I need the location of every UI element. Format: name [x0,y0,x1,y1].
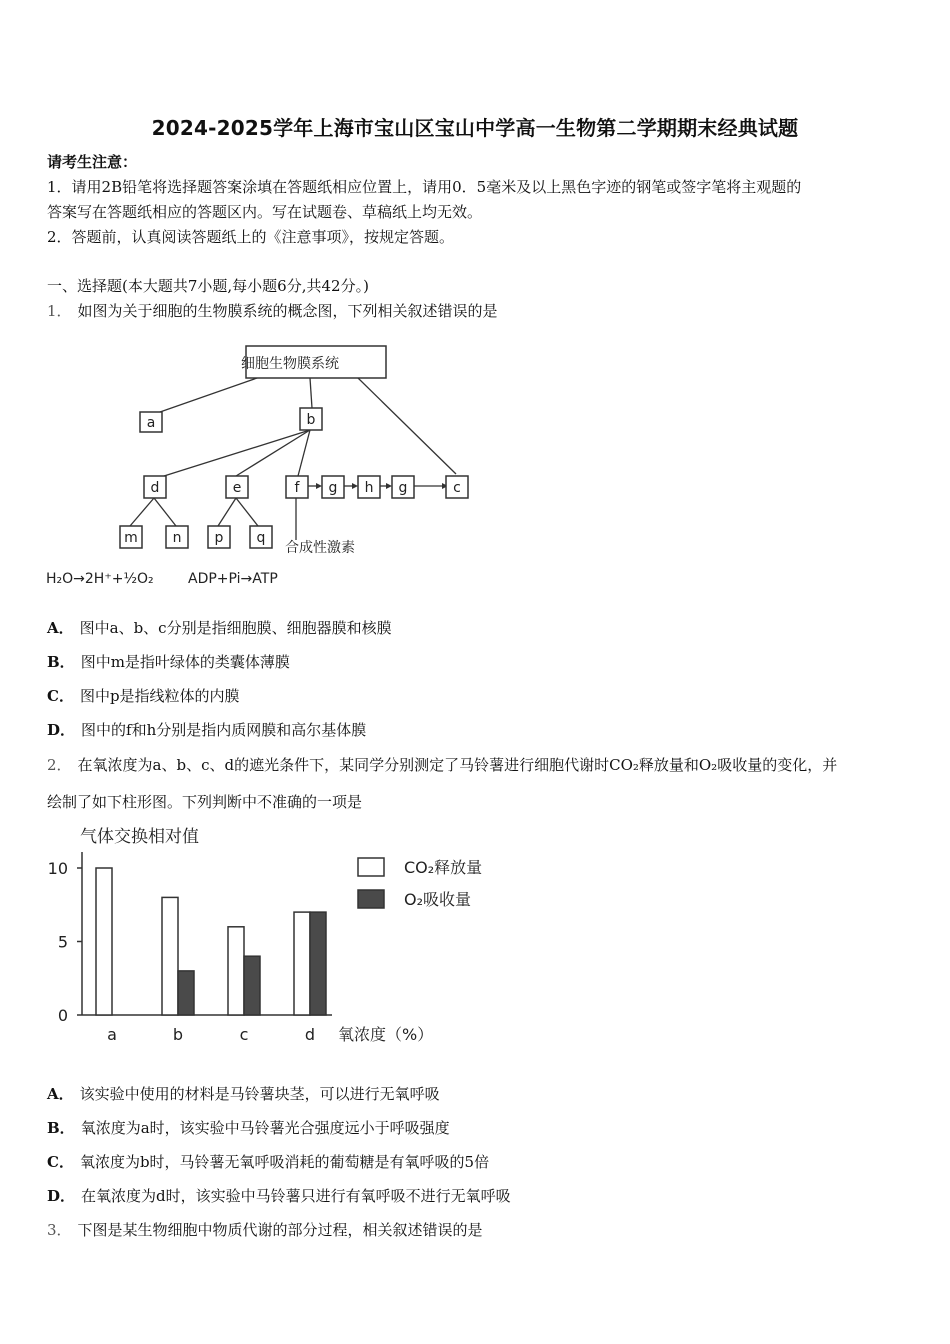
bar-d-co2 [294,912,310,1015]
membrane-concept-diagram [40,340,480,590]
option-text: 图中的f和h分别是指内质网膜和高尔基体膜 [81,721,367,739]
bar-b-o2 [178,971,194,1015]
q2-option-c[interactable] [47,1152,489,1172]
bar-c-co2 [228,927,244,1015]
page-title: 2024-2025学年上海市宝山区宝山中学高一生物第二学期期末经典试题 [151,116,799,140]
bar-a-co2 [96,868,112,1015]
option-text: 图中p是指线粒体的内膜 [79,687,240,705]
node-g2: g [398,480,408,496]
option-letter: A． [47,1085,74,1103]
option-letter: D． [47,721,76,739]
question-1-number: 1． [47,302,72,320]
y-tick-label: 10 [47,859,68,878]
node-h: h [364,480,374,496]
node-a: a [146,415,156,431]
option-text: 在氧浓度为d时，该实验中马铃薯只进行有氧呼吸不进行无氧呼吸 [81,1187,511,1205]
node-q: q [256,530,266,546]
q2-option-d[interactable] [47,1186,511,1206]
gas-exchange-bar-chart [40,822,500,1052]
option-letter: C． [47,687,74,705]
question-3-stem [47,1220,483,1240]
option-text: 氧浓度为b时，马铃薯无氧呼吸消耗的葡萄糖是有氧呼吸的5倍 [79,1153,490,1171]
notice-item-2: 2．答题前，认真阅读答题纸上的《注意事项》，按规定答题。 [47,228,455,246]
node-d: d [150,480,160,496]
option-letter: B． [47,653,75,671]
bar-c-o2 [244,956,260,1015]
x-tick-label: a [107,1025,117,1044]
notice-item-1: 1．请用2B铅笔将选择题答案涂填在答题纸相应位置上，请用0．5毫米及以上黑色字迹的钢笔或签字笔将主观题的 [47,178,802,196]
node-b: b [306,412,316,428]
option-letter: C． [47,1153,74,1171]
q1-option-a[interactable] [47,618,392,638]
option-text: 氧浓度为a时，该实验中马铃薯光合强度远小于呼吸强度 [80,1119,450,1137]
node-g: g [328,480,338,496]
option-letter: A． [47,619,74,637]
x-tick-label: d [304,1025,316,1044]
note-sex-hormone: 合成性激素 [285,540,355,556]
question-2-text-line2: 绘制了如下柱形图。下列判断中不准确的一项是 [47,793,363,811]
legend-label-o2: O₂吸收量 [404,890,472,909]
bar-b-co2 [162,897,178,1015]
node-c: c [453,480,461,496]
section-heading: 一、选择题(本大题共7小题,每小题6分,共42分。) [47,277,369,295]
option-text: 图中a、b、c分别是指细胞膜、细胞器膜和核膜 [79,619,392,637]
q2-option-b[interactable] [47,1118,450,1138]
node-p: p [214,530,224,546]
x-axis-label: 氧浓度（%） [338,1025,434,1044]
node-e: e [232,480,242,496]
notice-heading: 请考生注意： [47,153,138,171]
question-2-text-line1: 在氧浓度为a、b、c、d的遮光条件下，某同学分别测定了马铃薯进行细胞代谢时CO₂释放量和O₂吸收量的变化，并 [77,756,838,774]
x-tick-label: b [172,1025,184,1044]
legend-swatch-o2 [358,890,384,908]
node-f: f [294,480,300,496]
q1-option-b[interactable] [47,652,290,672]
option-text: 图中m是指叶绿体的类囊体薄膜 [80,653,290,671]
question-2-number: 2． [47,756,72,774]
q1-option-c[interactable] [47,686,240,706]
y-tick-label: 5 [57,932,68,952]
legend-swatch-co2 [358,858,384,876]
node-n: n [172,530,182,546]
equation-m: H₂O→2H⁺+½O₂ [46,571,154,587]
legend [358,858,482,909]
root-label: 细胞生物膜系统 [241,356,339,372]
chart-title: 气体交换相对值 [80,827,199,847]
question-2-stem [47,755,837,775]
option-text: 该实验中使用的材料是马铃薯块茎，可以进行无氧呼吸 [79,1085,440,1103]
option-letter: D． [47,1187,76,1205]
legend-label-co2: CO₂释放量 [404,858,483,877]
question-3-number: 3． [47,1221,72,1239]
x-tick-label: c [239,1025,249,1044]
question-1-stem [47,301,498,321]
q1-option-d[interactable] [47,720,366,740]
y-tick-label: 0 [57,1006,68,1025]
option-letter: B． [47,1119,75,1137]
bar-d-o2 [310,912,326,1015]
notice-item-1-cont: 答案写在答题纸相应的答题区内。写在试题卷、草稿纸上均无效。 [47,203,483,221]
question-3-text: 下图是某生物细胞中物质代谢的部分过程，相关叙述错误的是 [77,1221,483,1239]
question-1-text: 如图为关于细胞的生物膜系统的概念图，下列相关叙述错误的是 [77,302,498,320]
node-m: m [124,530,138,546]
equation-p: ADP+Pi→ATP [188,571,278,587]
q2-option-a[interactable] [47,1084,440,1104]
